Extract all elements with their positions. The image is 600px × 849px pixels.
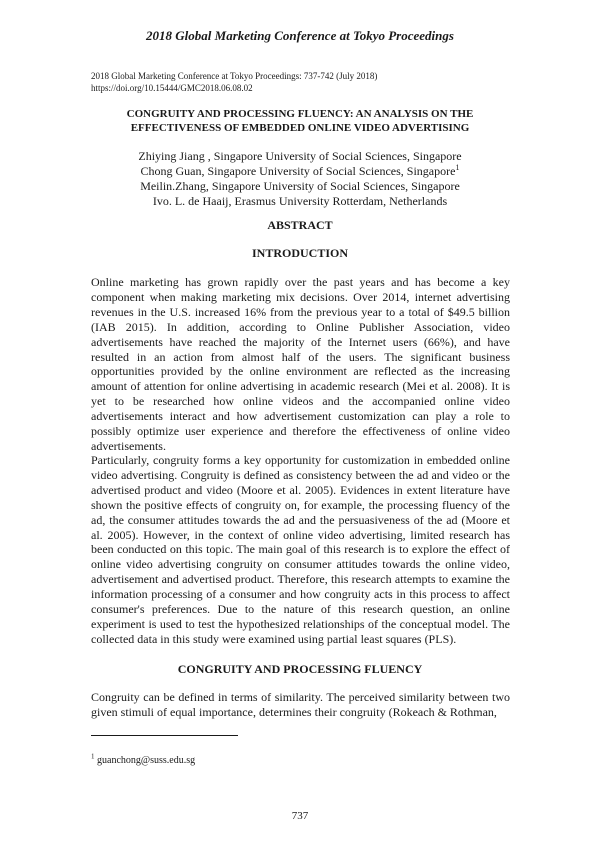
author-affiliation: Meilin.Zhang, Singapore University of Social Sciences, Singapore: [140, 179, 460, 193]
author-list: [91, 149, 509, 209]
title-line: EFFECTIVENESS OF EMBEDDED ONLINE VIDEO ADVERTISING: [130, 122, 470, 134]
doi-link[interactable]: https://doi.org/10.15444/GMC2018.06.08.02: [91, 83, 253, 93]
author-line: [91, 194, 509, 209]
paper-title: [91, 107, 509, 135]
title-line: CONGRUITY AND PROCESSING FLUENCY: AN ANALYSIS ON THE: [126, 108, 474, 120]
footnote: [91, 754, 509, 767]
congruity-paragraph-1: Congruity can be defined in terms of similarity. The perceived similarity between two given stimuli of equal importance, determines their congruity (Rokeach & Rothman,: [91, 690, 510, 719]
intro-paragraph-2: Particularly, congruity forms a key opportunity for customization in embedded online video advertising. Congruity is defined as consistency between the ad and video or the advertised product and video (Moore et al. 2005). Evidences in extent literature have shown the positive effects of congruity on, for example, the processing fluency of the ad, the consumer attitudes towards the ad and the persuasiveness of the ad (Moore et al. 2005). However, in the context of online video advertising, limited research has been conducted on this topic. The main goal of this research is to explore the effect of online video advertising congruity on consumer attitudes towards the online video, advertisement and advertised product. Therefore, this research attempts to examine the information processing of a consumer and how congruity acts in this process to affect consumer's preferences. Due to the nature of this research question, an online experiment is used to test the hypothesized relationships of the conceptual model. The collected data in this study were examined using partial least squares (PLS).: [91, 453, 510, 646]
author-line: [91, 149, 509, 164]
author-affiliation: Chong Guan, Singapore University of Social Sciences, Singapore: [140, 164, 456, 178]
footnote-mark[interactable]: 1: [455, 163, 460, 172]
author-line: [91, 164, 509, 179]
page-number: 737: [291, 810, 309, 822]
intro-paragraph-1: Online marketing has grown rapidly over the past years and has become a key component when making marketing mix decisions. Over 2014, internet advertising revenues in the U.S. increased 16% from the previous year to a total of $49.5 billion (IAB 2015). In addition, according to Online Publisher Association, video advertisements have reached the majority of the Internet users (66%), and have resulted in an action from almost half of the users. The significant business opportunities provided by the online environment are reflected as the increasing amount of attention for online advertising in academic research (Mei et al. 2008). It is yet to be researched how online videos and the accompanied online video advertisements interact and how advertisement customization can play a role to possibly optimize user experience and therefore the effectiveness of online video advertisements.: [91, 275, 510, 453]
footnote-email[interactable]: guanchong@suss.edu.sg: [97, 755, 196, 766]
author-affiliation: Zhiying Jiang , Singapore University of Social Sciences, Singapore: [138, 149, 462, 163]
citation-block: [91, 70, 511, 94]
congruity-heading: CONGRUITY AND PROCESSING FLUENCY: [177, 662, 423, 676]
introduction-heading: INTRODUCTION: [251, 246, 348, 260]
abstract-heading: ABSTRACT: [267, 218, 333, 232]
author-line: [91, 179, 509, 194]
running-header: 2018 Global Marketing Conference at Tokyo Proceedings: [146, 28, 454, 43]
author-affiliation: Ivo. L. de Haaij, Erasmus University Rotterdam, Netherlands: [152, 194, 448, 208]
footnote-number: 1: [91, 752, 95, 761]
footnote-divider: [91, 735, 238, 736]
citation-line: 2018 Global Marketing Conference at Tokyo Proceedings: 737-742 (July 2018): [91, 71, 378, 81]
